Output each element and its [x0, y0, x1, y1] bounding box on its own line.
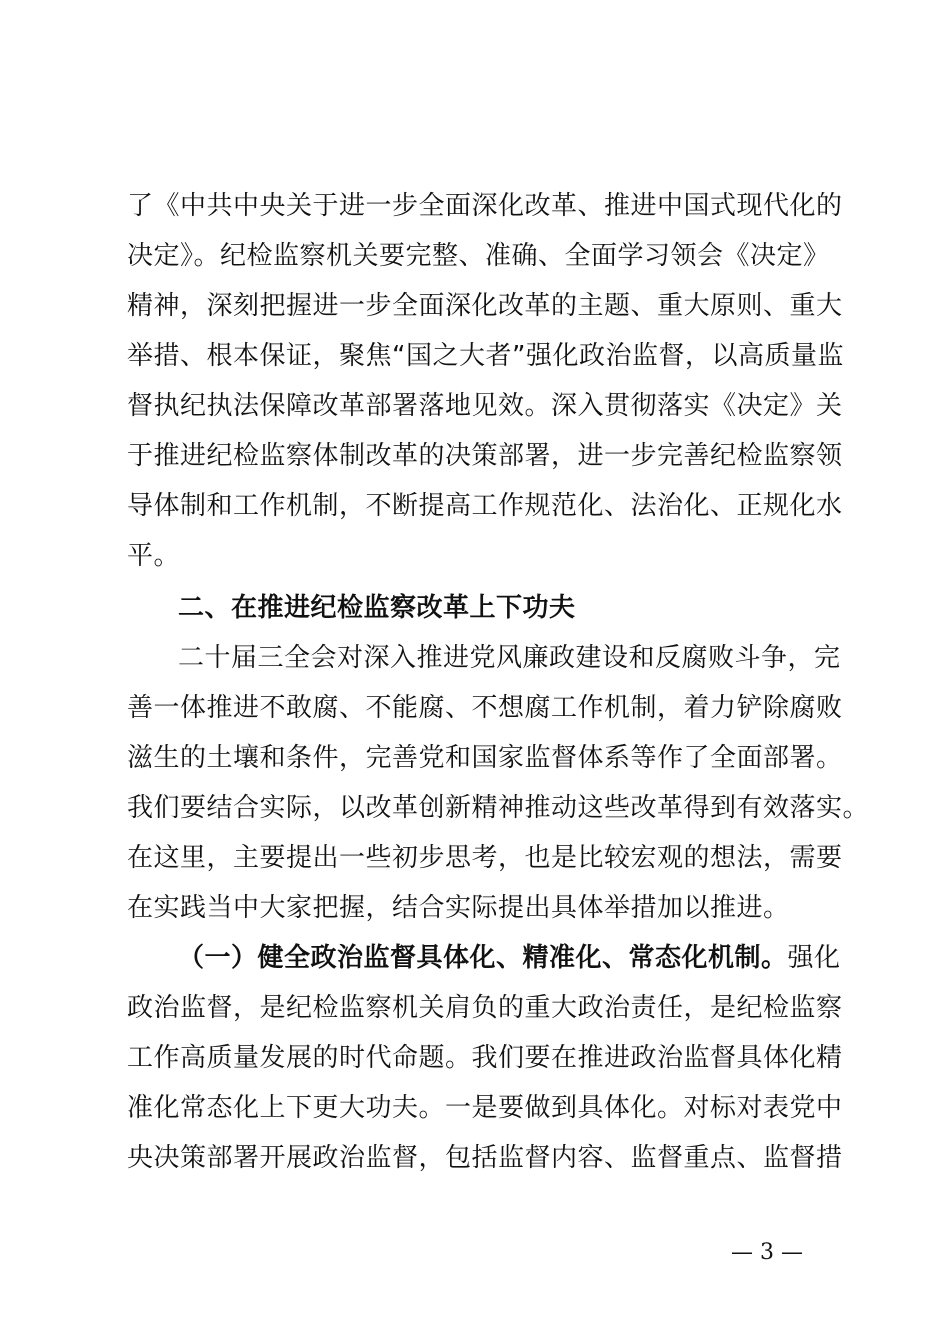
text-line: 滋生的土壤和条件，完善党和国家监督体系等作了全面部署。: [127, 743, 843, 773]
page-number: — 3 —: [731, 1240, 803, 1265]
text-line: 在这里，主要提出一些初步思考，也是比较宏观的想法，需要: [127, 843, 843, 873]
text-line: 平。: [127, 541, 181, 571]
text-line: 在实践当中大家把握，结合实际提出具体举措加以推进。: [127, 893, 790, 923]
text-line: 工作高质量发展的时代命题。我们要在推进政治监督具体化精: [127, 1043, 843, 1073]
text-line: 决定》。纪检监察机关要完整、准确、全面学习领会《决定》: [127, 241, 830, 271]
text-line: 导体制和工作机制，不断提高工作规范化、法治化、正规化水: [127, 491, 843, 521]
subsection-lead: （一）健全政治监督具体化、精准化、常态化机制。: [178, 943, 788, 973]
text-line: 央决策部署开展政治监督，包括监督内容、监督重点、监督措: [127, 1143, 843, 1173]
text-line: 准化常态化上下更大功夫。一是要做到具体化。对标对表党中: [127, 1093, 843, 1123]
text-line: 我们要结合实际，以改革创新精神推动这些改革得到有效落实。: [127, 793, 870, 823]
text-line: 精神，深刻把握进一步全面深化改革的主题、重大原则、重大: [127, 291, 843, 321]
text-line: 政治监督，是纪检监察机关肩负的重大政治责任，是纪检监察: [127, 993, 843, 1023]
text-run: 强化: [787, 943, 841, 973]
text-line: 二十届三全会对深入推进党风廉政建设和反腐败斗争，完: [178, 643, 841, 673]
text-line: [178, 942, 898, 976]
text-line: 举措、根本保证，聚焦“国之大者”强化政治监督，以高质量监: [127, 341, 844, 371]
text-line: 督执纪执法保障改革部署落地见效。深入贯彻落实《决定》关: [127, 391, 843, 421]
text-line: 于推进纪检监察体制改革的决策部署，进一步完善纪检监察领: [127, 441, 843, 471]
text-line: 善一体推进不敢腐、不能腐、不想腐工作机制，着力铲除腐败: [127, 693, 843, 723]
section-heading: 二、在推进纪检监察改革上下功夫: [178, 593, 576, 623]
text-line: 了《中共中央关于进一步全面深化改革、推进中国式现代化的: [127, 191, 843, 221]
